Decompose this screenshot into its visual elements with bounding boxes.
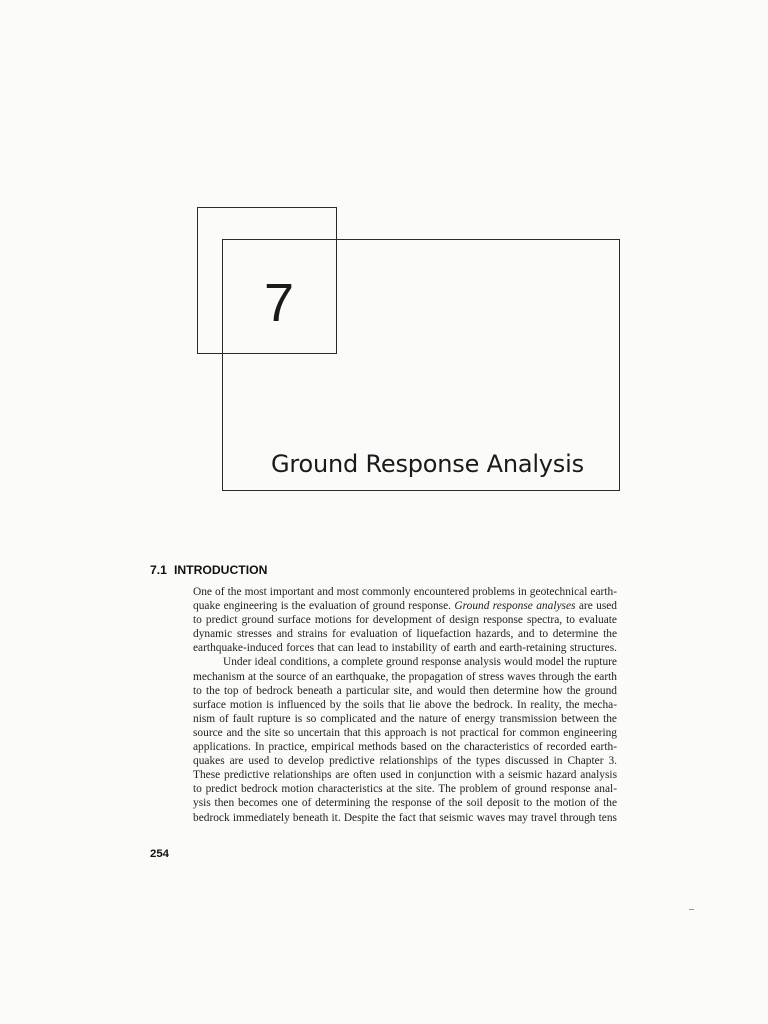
emphasis: Ground response analyses xyxy=(454,600,576,613)
text-line: mechanism at the source of an earthquake, the propagation of stress waves through the earth xyxy=(193,670,617,683)
chapter-number: 7 xyxy=(264,273,295,333)
text-line: ysis then becomes one of determining the response of the soil deposit to the motion of the xyxy=(193,797,617,810)
text-line: One of the most important and most commonly encountered problems in geotechnical earth- xyxy=(193,586,617,598)
page-number: 254 xyxy=(150,848,170,860)
scan-artifact xyxy=(689,909,694,910)
section-title: INTRODUCTION xyxy=(173,563,268,577)
text-line: surface motion is influenced by the soils that lie above the bedrock. In reality, the mecha- xyxy=(193,698,617,711)
text-line: These predictive relationships are often used in conjunction with a seismic hazard analysis xyxy=(193,769,617,782)
text-line: Under ideal conditions, a complete ground response analysis would model the rupture xyxy=(223,656,617,669)
section-number: 7.1 xyxy=(150,563,167,577)
text-line: source and the site so uncertain that this approach is not practical for common engineering xyxy=(193,726,617,739)
text-line: applications. In practice, empirical methods based on the characteristics of recorded earth- xyxy=(193,741,617,754)
text-line: nism of fault rupture is so complicated and the nature of energy transmission between the xyxy=(193,712,617,725)
text-line: quakes are used to develop predictive relationships of the types discussed in Chapter 3. xyxy=(193,755,617,768)
text-line: quake engineering is the evaluation of ground response. Ground response analyses are used xyxy=(193,600,618,613)
body-text xyxy=(193,585,617,825)
text-line: to predict bedrock motion characteristics at the site. The problem of ground response anal- xyxy=(193,783,617,796)
text-line: bedrock immediately beneath it. Despite the fact that seismic waves may travel through tens xyxy=(193,811,617,824)
text-line: to the top of bedrock beneath a particular site, and would then determine how the ground xyxy=(193,684,617,697)
chapter-title: Ground Response Analysis xyxy=(271,450,584,478)
text-line: earthquake-induced forces that can lead to instability of earth and earth-retaining structures. xyxy=(193,642,617,655)
text-line: to predict ground surface motions for development of design response spectra, to evaluate xyxy=(193,614,617,627)
text-line: dynamic stresses and strains for evaluation of liquefaction hazards, and to determine the xyxy=(193,628,617,641)
section-heading xyxy=(150,564,267,576)
